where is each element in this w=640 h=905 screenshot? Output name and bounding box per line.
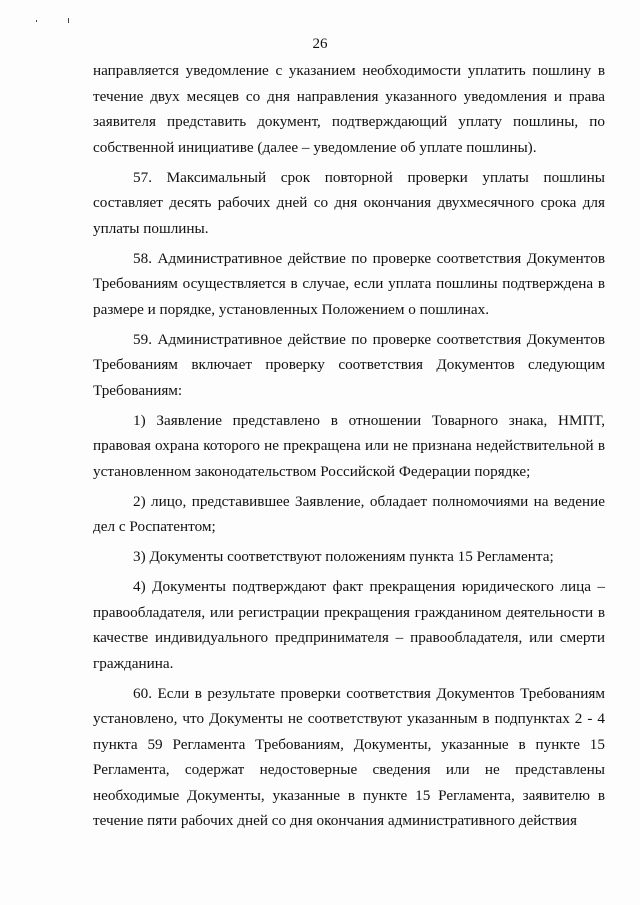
list-item-2: 2) лицо, представившее Заявление, обладает полномочиями на ведение дел с Роспатентом; [93,492,605,535]
list-item-1: 1) Заявление представлено в отношении Товарного знака, НМПТ, правовая охрана которого не прекращена или не признана недействительной в установленном законодательством Российской Федерации порядке; [93,411,605,480]
paragraph-57: 57. Максимальный срок повторной проверки уплаты пошлины составляет десять рабочих дней со дня окончания двухмесячного срока для уплаты пошлины. [93,168,605,237]
page-number: 26 [312,36,328,52]
list-item-3: 3) Документы соответствуют положениям пункта 15 Регламента; [133,548,554,565]
scan-mark [68,18,69,23]
paragraph-continuation: направляется уведомление с указанием необходимости уплатить пошлину в течение двух месяцев со дня направления указанного уведомления и права заявителя представить документ, подтверждающий уплату пошлины, по собственной инициативе (далее – уведомление об уплате пошлины). [93,62,605,156]
document-body [93,58,605,834]
list-item-4: 4) Документы подтверждают факт прекращения юридического лица – правообладателя, или регистрации прекращения гражданином деятельности в качестве индивидуального предпринимателя – правообладателя, или смерти гражданина. [93,578,605,672]
paragraph-59: 59. Административное действие по проверке соответствия Документов Требованиям включает проверку соответствия Документов следующим Требованиям: [93,330,605,399]
scan-mark [36,20,37,22]
paragraph-60: 60. Если в результате проверки соответствия Документов Требованиям установлено, что Документы не соответствуют указанным в подпунктах 2 - 4 пункта 59 Регламента Требованиям, Документы, указанные в пункте 15 Регламента, содержат недостоверные сведения или не представлены необходимые Документы, указанные в пункте 15 Регламента, заявителю в течение пяти рабочих дней со дня окончания административного действия [93,684,605,829]
paragraph-58: 58. Административное действие по проверке соответствия Документов Требованиям осуществляется в случае, если уплата пошлины подтверждена в размере и порядке, установленных Положением о пошлинах. [93,249,605,318]
